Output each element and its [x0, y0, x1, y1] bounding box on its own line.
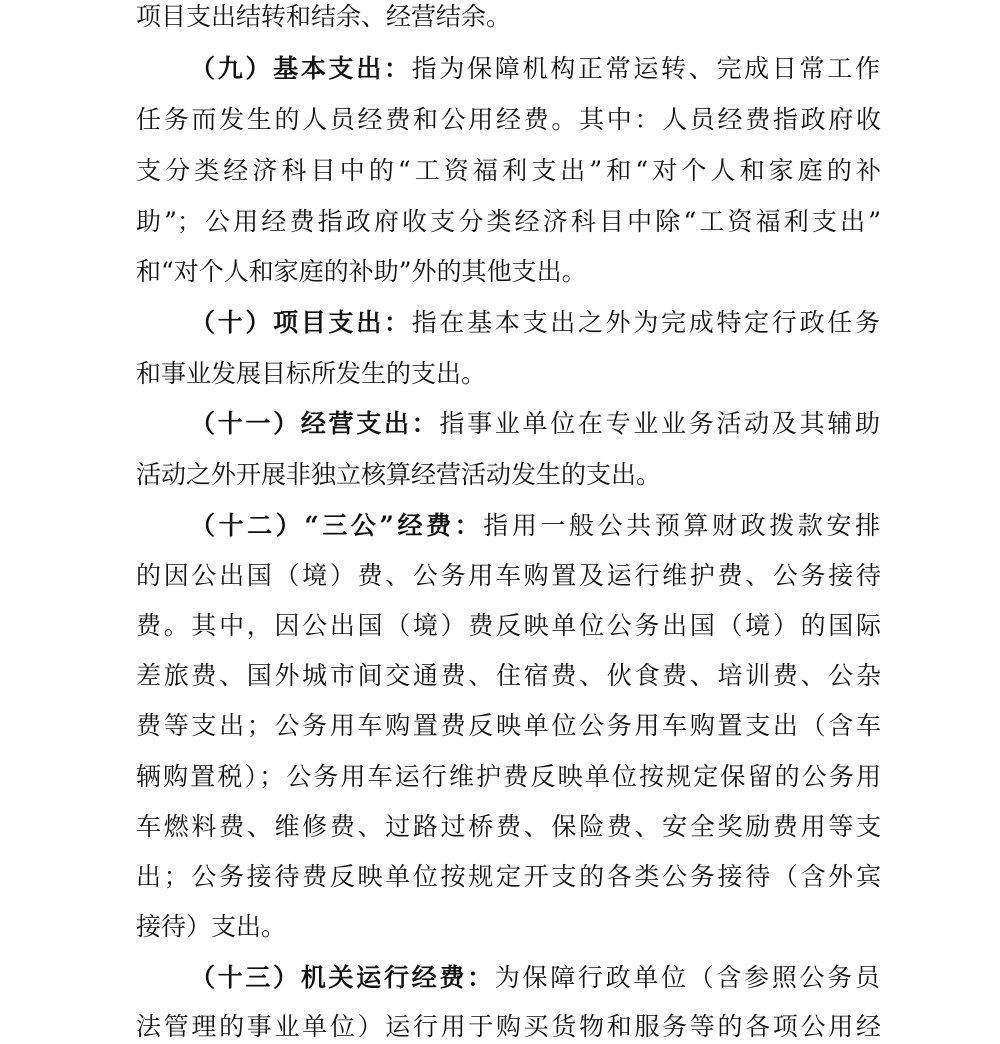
paragraph-13-first-line: [190, 961, 880, 995]
paragraph-heading: （十三）机关运行经费：: [190, 963, 495, 992]
paragraph-line: 辆购置税）；公务用车运行维护费反映单位按规定保留的公务用: [136, 762, 881, 791]
paragraph-text: 指在基本支出之外为完成特定行政任务: [411, 308, 880, 337]
paragraph-line: 费等支出；公务用车购置费反映单位公务用车购置支出（含车: [136, 711, 881, 740]
paragraph-heading: （十二）“三公”经费：: [190, 511, 484, 540]
paragraph-line: 助”；公用经费指政府收支分类经济科目中除“工资福利支出”: [136, 207, 881, 236]
paragraph-text: 指用一般公共预算财政拨款安排: [483, 511, 880, 540]
paragraph-9-first-line: [190, 52, 880, 86]
paragraph-line: 和“对个人和家庭的补助”外的其他支出。: [136, 257, 587, 286]
paragraph-line: 的因公出国（境）费、公务用车购置及运行维护费、公务接待: [136, 561, 881, 590]
paragraph-text: 为保障行政单位（含参照公务员: [494, 963, 880, 992]
paragraph-heading: （十一）经营支出：: [190, 409, 440, 438]
paragraph-line: 差旅费、国外城市间交通费、住宿费、伙食费、培训费、公杂: [136, 661, 881, 690]
paragraph-line: 法管理的事业单位）运行用于购买货物和服务等的各项公用经: [136, 1012, 881, 1041]
paragraph-line: 车燃料费、维修费、过路过桥费、保险费、安全奖励费用等支: [136, 812, 881, 841]
paragraph-text: 指为保障机构正常运转、完成日常工作: [411, 54, 880, 83]
paragraph-text: 指事业单位在专业业务活动及其辅助: [439, 409, 880, 438]
paragraph-line: 和事业发展目标所发生的支出。: [136, 359, 487, 388]
paragraph-line: 费。其中，因公出国（境）费反映单位公务出国（境）的国际: [136, 611, 881, 640]
paragraph-heading: （十）项目支出：: [190, 308, 412, 337]
paragraph-11-first-line: [190, 407, 880, 441]
paragraph-line: 项目支出结转和结余、经营结余。: [136, 2, 512, 31]
paragraph-10-first-line: [190, 306, 880, 340]
paragraph-line: 出；公务接待费反映单位按规定开支的各类公务接待（含外宾: [136, 862, 881, 891]
paragraph-line: 接待）支出。: [136, 912, 287, 941]
paragraph-12-first-line: [190, 509, 880, 543]
paragraph-line: 活动之外开展非独立核算经营活动发生的支出。: [136, 460, 662, 489]
paragraph-line: 支分类经济科目中的“工资福利支出”和“对个人和家庭的补: [136, 156, 881, 185]
paragraph-line: 任务而发生的人员经费和公用经费。其中：人员经费指政府收: [136, 105, 881, 134]
paragraph-heading: （九）基本支出：: [190, 54, 412, 83]
